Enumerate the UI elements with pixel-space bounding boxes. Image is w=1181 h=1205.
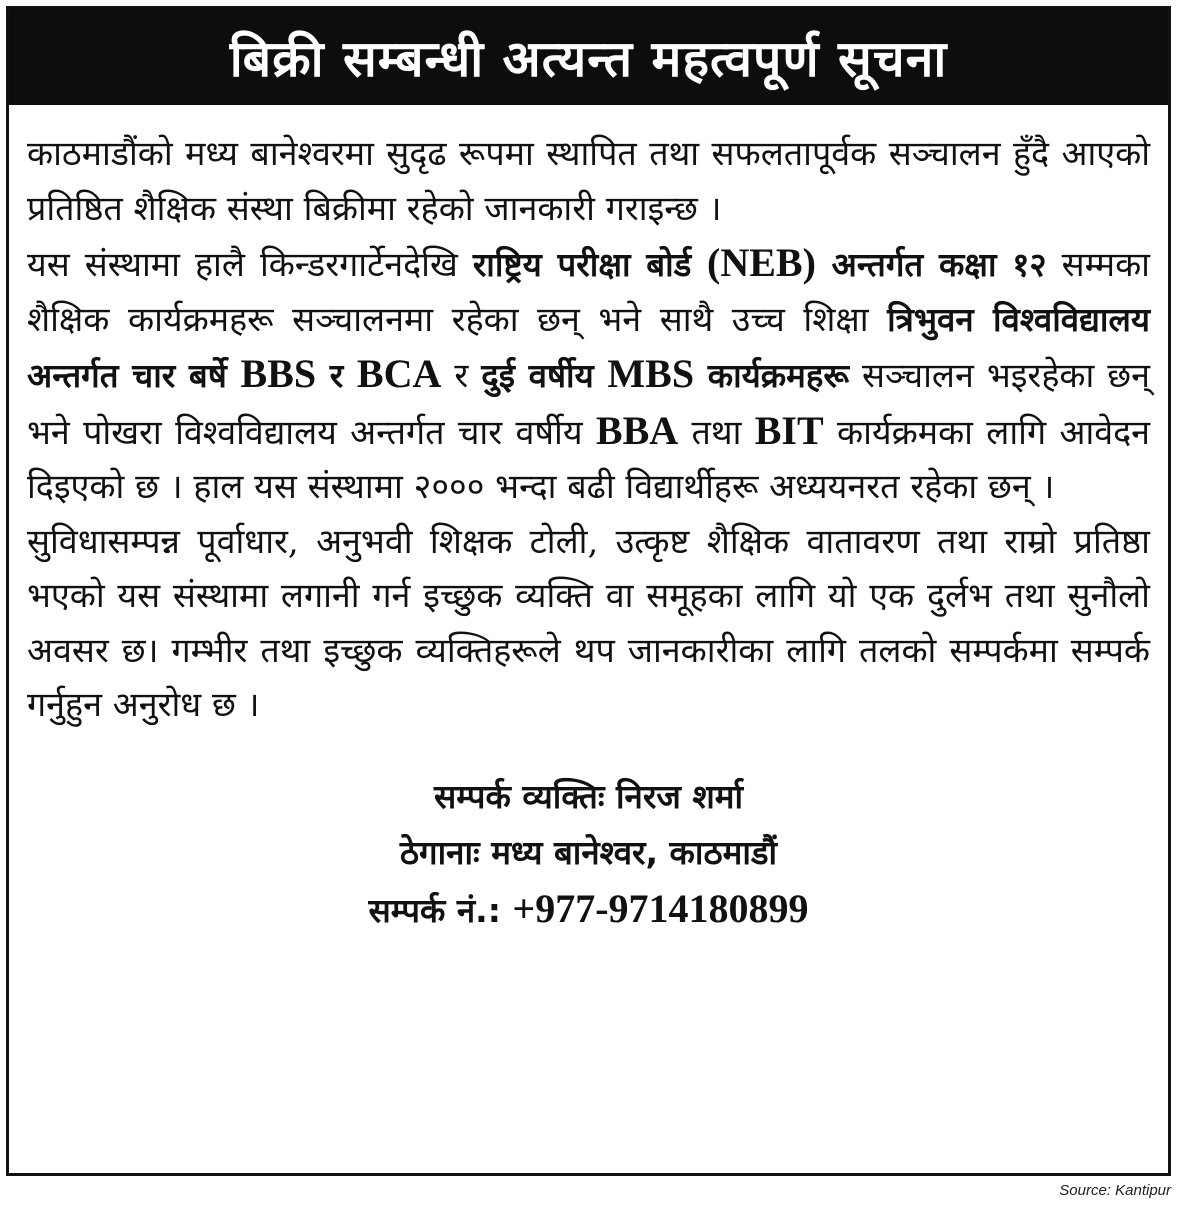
paragraph-intro: काठमाडौंको मध्य बानेश्वरमा सुदृढ रूपमा स्थापित तथा सफलतापूर्वक सञ्चालन हुँदै आएको प्रतिष्ठित शैक्षिक संस्था बिक्रीमा रहेको जानकारी गराइन्छ । bbox=[27, 134, 1150, 229]
text-segment: सञ्चालन भइरहेका छन् भने पोखरा विश्वविद्यालय अन्तर्गत चार वर्षीय bbox=[27, 356, 1150, 453]
paragraph-invitation: सुविधासम्पन्न पूर्वाधार, अनुभवी शिक्षक टोली, उत्कृष्ट शैक्षिक वातावरण तथा राम्रो प्रतिष्ठा भएको यस संस्थामा लगानी गर्न इच्छुक व्यक्ति वा समूहका लागि यो एक दुर्लभ तथा सुनौलो अवसर छ। गम्भीर तथा इच्छुक व्यक्तिहरूले थप जानकारीका लागि तलको सम्पर्कमा सम्पर्क गर्नुहुन अनुरोध छ । bbox=[27, 521, 1150, 725]
text-segment: कार्यक्रमका लागि आवेदन दिइएको छ । हाल यस संस्थामा २००० भन्दा बढी विद्यार्थीहरू अध्ययनरत रहेका छन् । bbox=[27, 412, 1151, 507]
contact-address: ठेगानाः मध्य बानेश्वर, काठमाडौं bbox=[399, 832, 778, 872]
bold-segment: र bbox=[316, 356, 357, 395]
contact-phone-label: सम्पर्क नं.: bbox=[368, 890, 513, 930]
contact-block bbox=[9, 769, 1168, 939]
contact-person: सम्पर्क व्यक्तिः निरज शर्मा bbox=[433, 776, 744, 816]
english-term: BIT bbox=[754, 407, 824, 453]
bold-segment: राष्ट्रिय परीक्षा बोर्ड bbox=[472, 245, 708, 284]
bold-segment: कार्यक्रमहरू bbox=[694, 356, 850, 395]
text-segment: तथा bbox=[678, 412, 755, 453]
source-credit: Source: Kantipur bbox=[1059, 1182, 1171, 1199]
text-segment: यस संस्थामा हालै किन्डरगार्टेनदेखि bbox=[27, 245, 473, 285]
english-term: (NEB) bbox=[707, 240, 816, 285]
english-term: BBS bbox=[240, 351, 317, 396]
contact-phone-number: +977-9714180899 bbox=[512, 885, 809, 931]
text-segment: र bbox=[441, 356, 482, 396]
paragraph-programs bbox=[27, 236, 1150, 515]
text-segment: सम्मका शैक्षिक कार्यक्रमहरू सञ्चालनमा रहेका छन् भने साथै उच्च शिक्षा bbox=[27, 245, 1150, 340]
notice-title: बिक्री सम्बन्धी अत्यन्त महत्वपूर्ण सूचना bbox=[9, 9, 1168, 105]
notice-body bbox=[9, 105, 1168, 733]
bold-segment: अन्तर्गत कक्षा १२ bbox=[815, 245, 1047, 284]
contact-phone-line bbox=[9, 881, 1168, 939]
bold-segment: त्रिभुवन विश्वविद्यालय अन्तर्गत चार बर्षे bbox=[27, 299, 1150, 395]
english-term: BBA bbox=[595, 407, 679, 453]
notice-advertisement bbox=[6, 6, 1171, 1176]
english-term: BCA bbox=[356, 351, 442, 396]
bold-segment: दुई वर्षीय bbox=[481, 356, 608, 395]
english-term: MBS bbox=[607, 351, 695, 396]
